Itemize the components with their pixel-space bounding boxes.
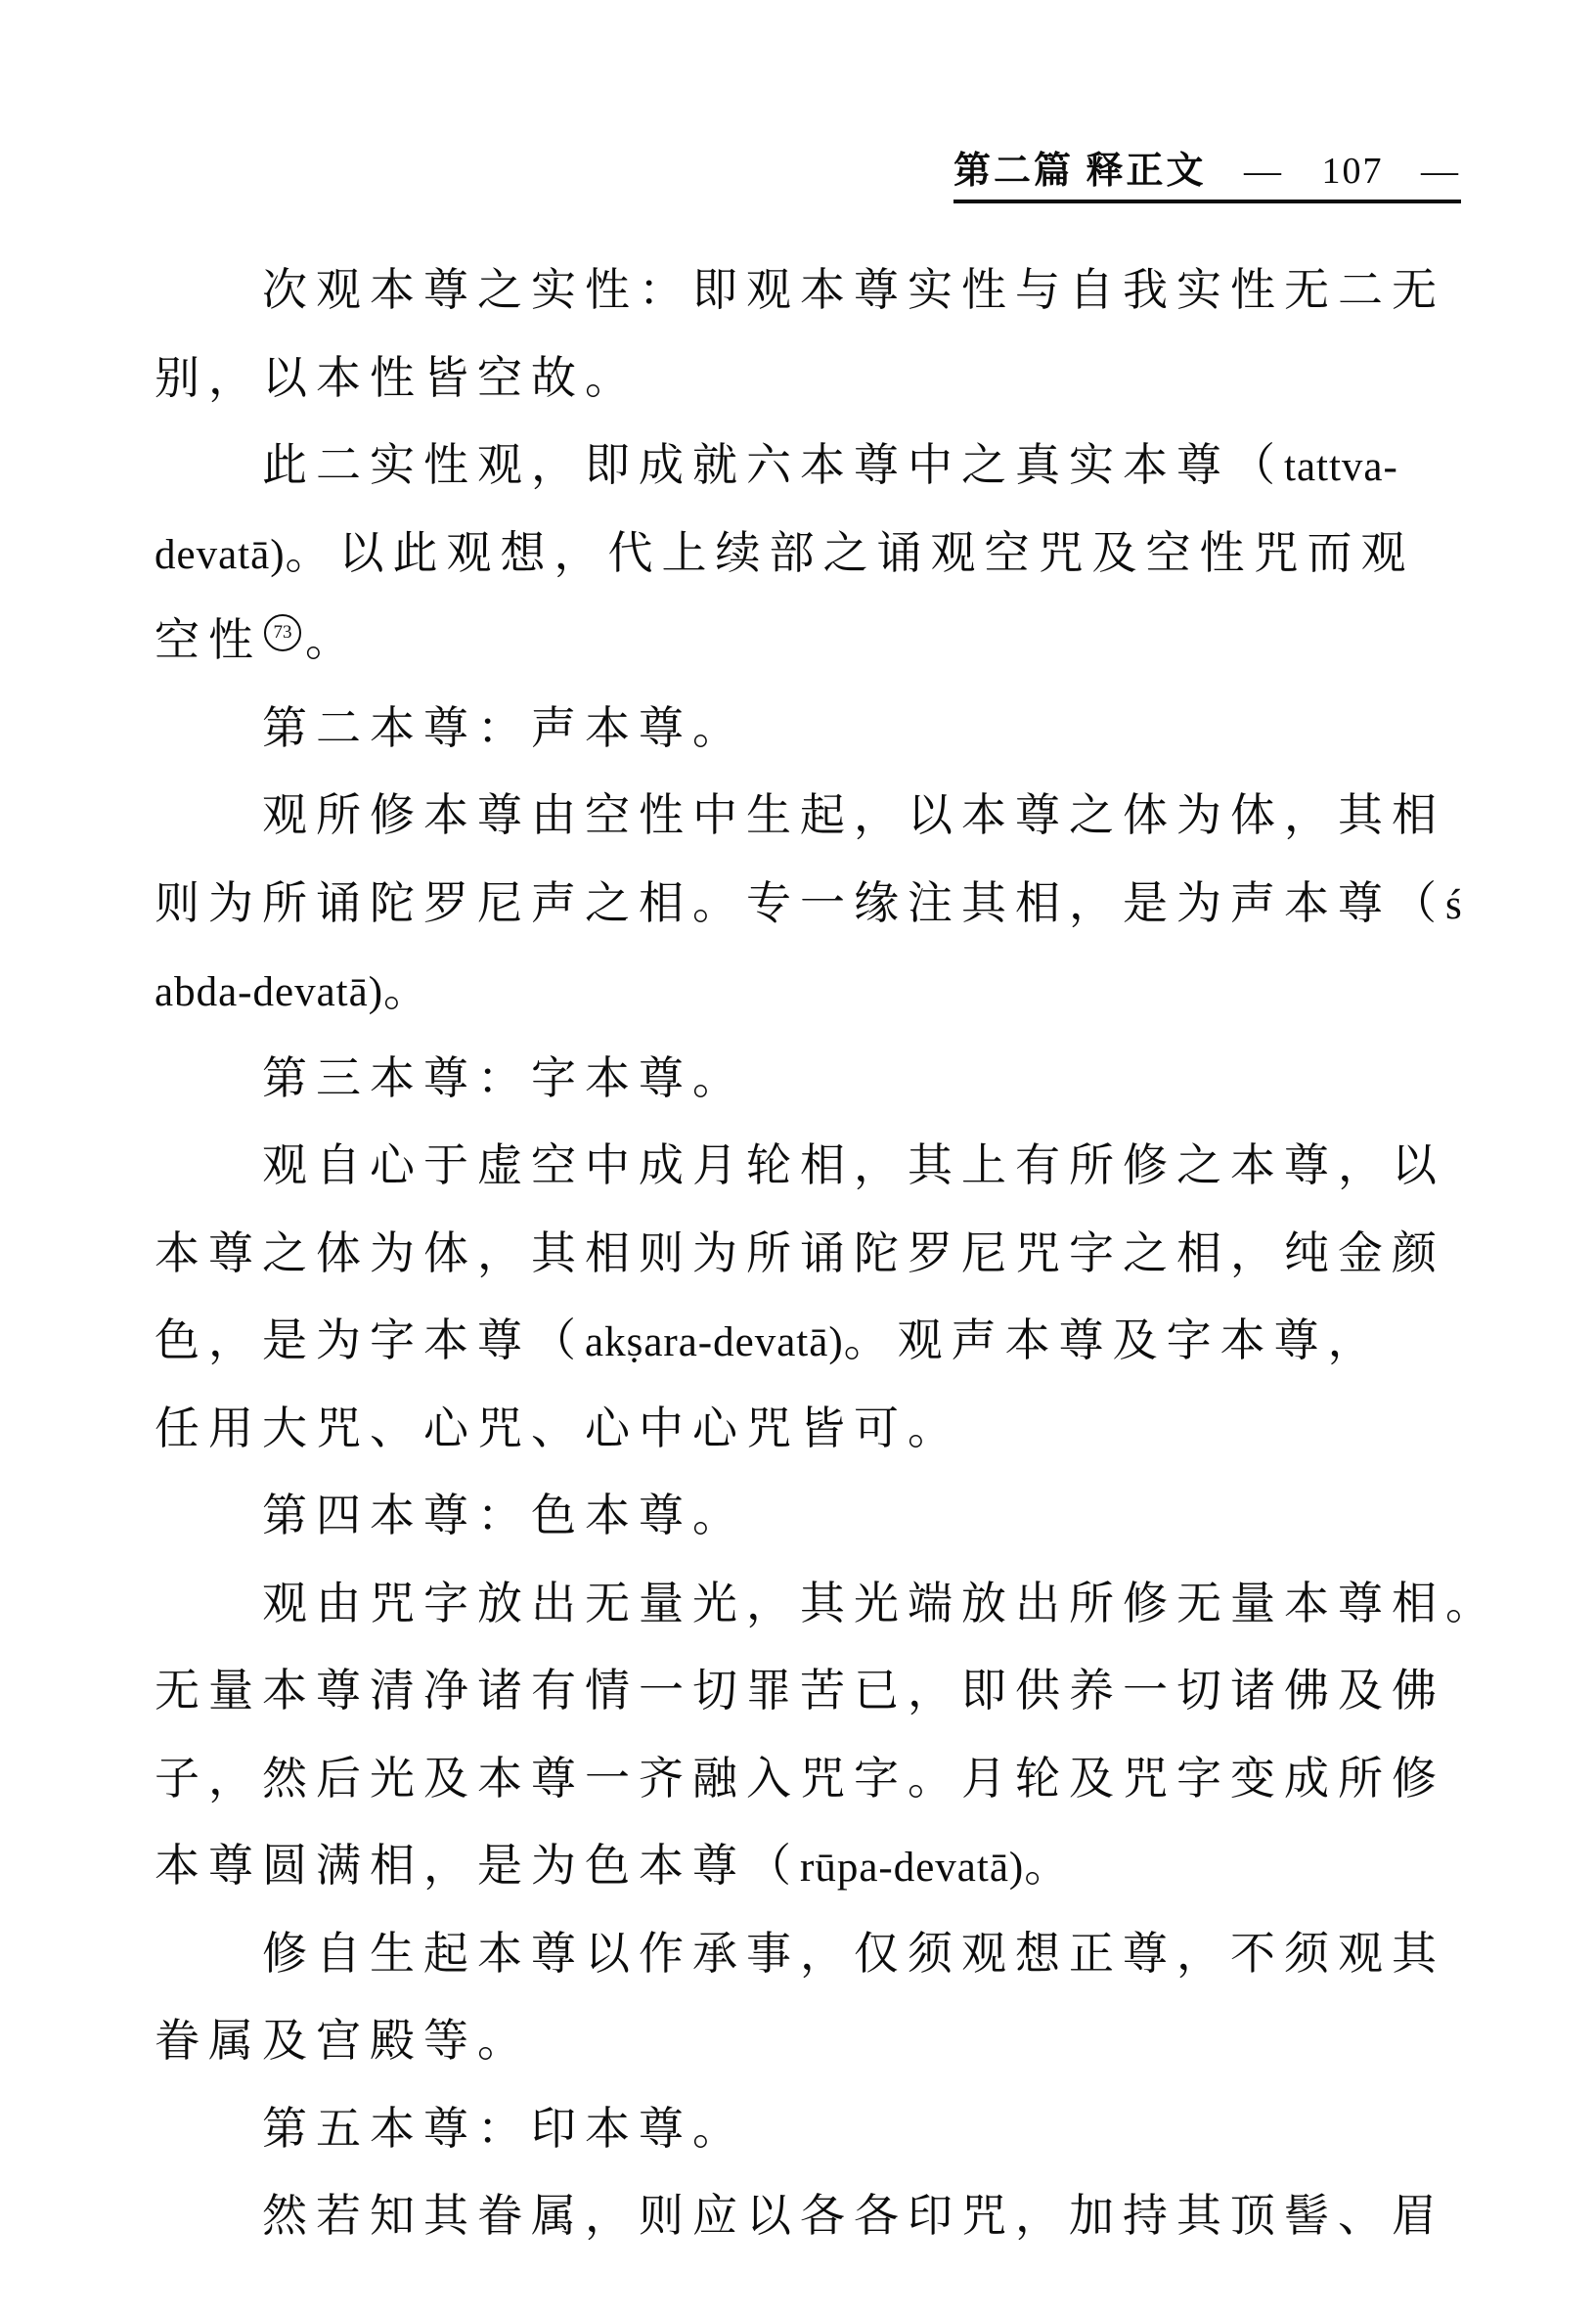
cjk-text-run: 第五本尊：印本尊。 bbox=[262, 2103, 746, 2154]
text-line bbox=[155, 685, 1486, 773]
text-line bbox=[155, 2172, 1486, 2260]
cjk-text-run: 此二实性观，即成就六本尊中之真实本尊（ bbox=[262, 440, 1284, 490]
footnote-marker: 73 bbox=[264, 614, 301, 651]
body-text bbox=[155, 246, 1499, 2260]
cjk-text-run: 第四本尊：色本尊。 bbox=[262, 1491, 746, 1540]
text-line bbox=[155, 334, 1486, 423]
text-line bbox=[155, 422, 1486, 510]
latin-text-run: rūpa-devatā) bbox=[800, 1845, 1025, 1891]
cjk-text-run: 第二本尊：声本尊。 bbox=[262, 702, 746, 753]
text-line bbox=[155, 1297, 1486, 1385]
section-title: 第二篇 释正文 bbox=[953, 151, 1207, 192]
cjk-text-run: 则为所诵陀罗尼声之相。专一缘注其相，是为声本尊（ bbox=[155, 877, 1445, 928]
latin-text-run: tattva- bbox=[1284, 444, 1398, 490]
cjk-text-run: 。以此观想，代上续部之诵观空咒及空性咒而观 bbox=[285, 527, 1415, 578]
cjk-text-run: 无量本尊清净诸有情一切罪苦已，即供养一切诸佛及佛 bbox=[155, 1666, 1445, 1715]
page-number-dash-right: — bbox=[1421, 151, 1462, 192]
text-line bbox=[155, 1210, 1486, 1298]
page-number: 107 bbox=[1321, 151, 1384, 192]
text-line bbox=[155, 2085, 1486, 2173]
cjk-text-run: 然若知其眷属，则应以各各印咒，加持其顶髻、眉 bbox=[262, 2191, 1445, 2241]
text-line bbox=[155, 1560, 1499, 1648]
cjk-text-run: 本尊圆满相，是为色本尊（ bbox=[155, 1841, 800, 1891]
page-number-dash-left: — bbox=[1244, 151, 1285, 192]
cjk-text-run: 色，是为字本尊（ bbox=[155, 1315, 585, 1365]
text-line bbox=[155, 1647, 1486, 1735]
cjk-text-run: 观自心于虚空中成月轮相，其上有所修之本尊，以 bbox=[262, 1140, 1445, 1190]
cjk-text-run: 任用大咒、心咒、心中心咒皆可。 bbox=[155, 1403, 961, 1453]
cjk-text-run: 。观声本尊及字本尊， bbox=[843, 1315, 1382, 1365]
latin-text-run: devatā) bbox=[155, 531, 286, 578]
cjk-text-run: 第三本尊：字本尊。 bbox=[262, 1052, 746, 1103]
text-line bbox=[155, 597, 1486, 685]
latin-text-run: akṣara-devatā) bbox=[585, 1319, 844, 1365]
text-line bbox=[155, 860, 1486, 948]
cjk-text-run: 子，然后光及本尊一齐融入咒字。月轮及咒字变成所修 bbox=[155, 1753, 1445, 1804]
latin-text-run: ś bbox=[1445, 881, 1463, 928]
text-line bbox=[155, 246, 1486, 334]
cjk-text-run: 观所修本尊由空性中生起，以本尊之体为体，其相 bbox=[262, 790, 1445, 840]
text-line bbox=[155, 1035, 1486, 1123]
cjk-text-run: 次观本尊之实性：即观本尊实性与自我实性无二无 bbox=[262, 265, 1445, 315]
cjk-text-run: 眷属及宫殿等。 bbox=[155, 2016, 531, 2066]
text-line bbox=[155, 1997, 1486, 2085]
cjk-text-run: 观由咒字放出无量光，其光端放出所修无量本尊相。 bbox=[262, 1578, 1499, 1628]
cjk-text-run: 。 bbox=[305, 615, 359, 665]
text-line bbox=[155, 510, 1486, 598]
text-line bbox=[155, 1910, 1486, 1998]
text-line bbox=[155, 1122, 1486, 1210]
text-line bbox=[155, 1735, 1486, 1823]
text-line bbox=[155, 1822, 1486, 1910]
cjk-text-run: 空性 bbox=[155, 615, 262, 665]
cjk-text-run: 修自生起本尊以作承事，仅须观想正尊，不须观其 bbox=[262, 1928, 1445, 1979]
text-line bbox=[155, 772, 1486, 860]
cjk-text-run: 。 bbox=[383, 965, 438, 1015]
text-line bbox=[155, 1472, 1486, 1560]
text-line bbox=[155, 947, 1486, 1035]
cjk-text-run: 。 bbox=[1024, 1841, 1079, 1891]
text-line bbox=[155, 1385, 1486, 1473]
latin-text-run: abda-devatā) bbox=[155, 969, 384, 1015]
running-header bbox=[953, 153, 1461, 203]
cjk-text-run: 本尊之体为体，其相则为所诵陀罗尼咒字之相，纯金颜 bbox=[155, 1227, 1445, 1278]
cjk-text-run: 别，以本性皆空故。 bbox=[155, 352, 639, 403]
